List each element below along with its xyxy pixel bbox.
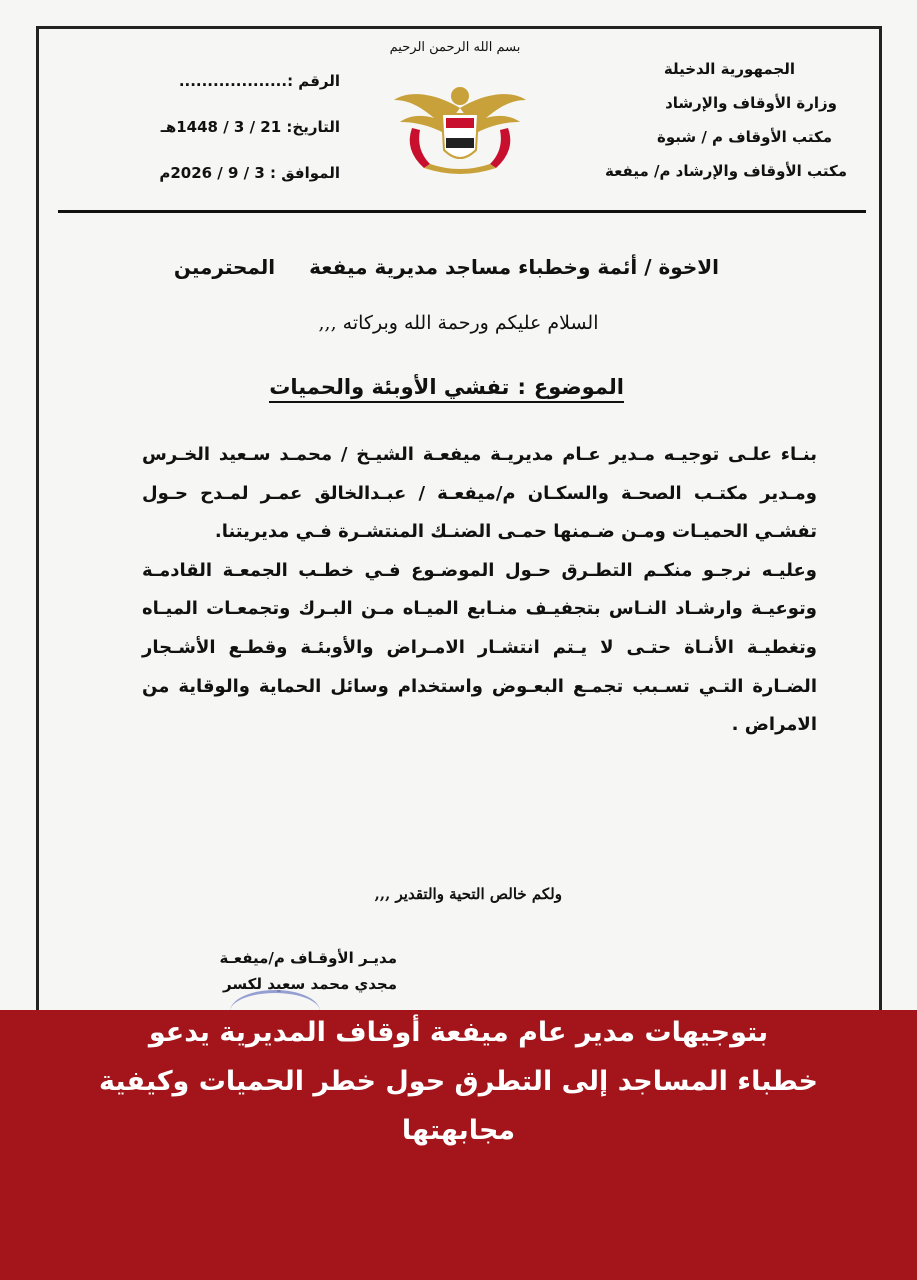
signature-name: مجدي محمد سعيد لكسر bbox=[223, 975, 397, 993]
closing-line: ولكم خالص التحية والتقدير ,,, bbox=[374, 885, 562, 903]
header-separator bbox=[58, 210, 866, 213]
signature-title: مديـر الأوقـاف م/ميفعـة bbox=[219, 949, 397, 967]
subject-label: الموضوع bbox=[533, 375, 624, 399]
date-hijri: التاريخ: 21 / 3 / 1448هـ bbox=[160, 118, 340, 136]
letterhead-right bbox=[577, 52, 847, 188]
letterhead-left bbox=[150, 58, 340, 196]
date-gregorian: الموافق : 3 / 9 / 2026م bbox=[159, 164, 340, 182]
letter-body bbox=[142, 436, 817, 745]
country-name: الجمهورية الدخيلة bbox=[663, 60, 795, 78]
addressee-line bbox=[119, 255, 719, 279]
subject-line bbox=[269, 375, 624, 403]
banner-line-3: مجابهتها bbox=[401, 1115, 516, 1146]
subject-text: تفشي الأوبئة والحميات bbox=[269, 375, 510, 399]
addressee-text: الاخوة / أئمة وخطباء مساجد مديرية ميفعة bbox=[309, 255, 719, 279]
basmala: بسم الله الرحمن الرحيم bbox=[389, 40, 521, 55]
office-governorate: مكتب الأوقاف م / شبوة bbox=[656, 128, 832, 146]
banner-line-1: بتوجيهات مدير عام ميفعة أوقاف المديرية يدعو bbox=[148, 1017, 769, 1048]
greeting: السلام عليكم ورحمة الله وبركاته ,,, bbox=[318, 312, 599, 334]
body-paragraph-2: وعليـه نرجـو منكـم التطـرق حـول الموضـوع فـي خطـب الجمعـة القادمـة وتوعيـة وارشـاد النـاس بتجفيـف منـابع الميـاه مـن البـرك وتجمعـات الميـاه وتغطيـة الأنـاة حتـى لا يـتم انتشـار الامـراض والأوبئـة وقطـع الأشـجار الضـارة التـي تسـبب تجمـع البعـوض واستخدام وسائل الحماية والوقاية من الامراض . bbox=[142, 559, 817, 736]
office-district: مكتب الأوقاف والإرشاد م/ ميفعة bbox=[604, 162, 847, 180]
addressee-polite: المحترمين bbox=[173, 255, 276, 279]
banner-caption bbox=[40, 1008, 877, 1155]
yemen-emblem-icon bbox=[390, 70, 530, 180]
reference-number: الرقم :................... bbox=[178, 72, 340, 90]
banner-line-2: خطباء المساجد إلى التطرق حول خطر الحميات وكيفية bbox=[99, 1066, 818, 1097]
subject-colon: : bbox=[517, 375, 526, 399]
body-paragraph-1: بنـاء علـى توجيـه مـدير عـام مديريـة ميفعـة الشيـخ / محمـد سـعيد الخـرس ومـدير مكتـب الصحـة والسكـان م/ميفعـة / عبـدالخالق عمـر لمـدح حـول تفشـي الحميـات ومـن ضـمنها حمـى الضنـك المنتشـرة فـي مديريتنا. bbox=[142, 444, 817, 543]
ministry-name: وزارة الأوقاف والإرشاد bbox=[665, 94, 837, 112]
